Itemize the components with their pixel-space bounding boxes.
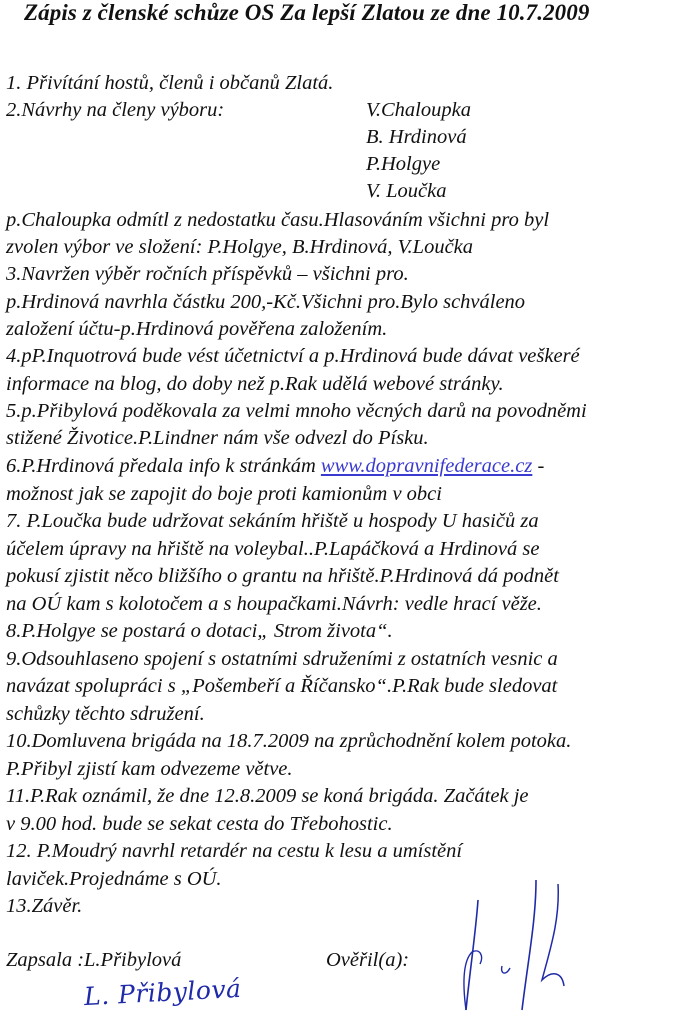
item-5: 5.p.Přibylová poděkovala za velmi mnoho věcných darů na povodněmi bbox=[6, 400, 587, 422]
item-9-line-2: navázat spolupráci s „Pošembeří a Říčansko“.P.Rak bude sledovat bbox=[6, 675, 558, 697]
dopravnifederace-link[interactable]: www.dopravnifederace.cz bbox=[320, 455, 533, 477]
candidate-4: V. Loučka bbox=[366, 180, 447, 202]
item-7-line-2: účelem úpravy na hřiště na voleybal..P.Lapáčková a Hrdinová se bbox=[6, 538, 540, 560]
item-4: 4.pP.Inquotrová bude vést účetnictví a p.Hrdinová bude dávat veškeré bbox=[6, 345, 580, 367]
item-4-line-2: informace na blog, do doby než p.Rak udělá webové stránky. bbox=[6, 373, 504, 395]
item-2-note-1: p.Chaloupka odmítl z nedostatku času.Hlasováním všichni pro byl bbox=[6, 209, 550, 231]
item-7: 7. P.Loučka bude udržovat sekáním hřiště u hospody U hasičů za bbox=[6, 510, 539, 532]
item-2: 2.Návrhy na členy výboru: bbox=[6, 99, 225, 121]
item-9: 9.Odsouhlaseno spojení s ostatními sdruženími z ostatních vesnic a bbox=[6, 648, 558, 670]
recorder-signature: L. Přibylová bbox=[83, 973, 243, 1012]
item-2-note-2: zvolen výbor ve složení: P.Holgye, B.Hrdinová, V.Loučka bbox=[6, 236, 474, 258]
item-7-line-3: pokusí zjistit něco bližšího o grantu na hřiště.P.Hrdinová dá podnět bbox=[6, 565, 559, 587]
item-5-line-2: stižené Životice.P.Lindner nám vše odvezl do Písku. bbox=[6, 427, 429, 449]
item-3-line-2: p.Hrdinová navrhla částku 200,-Kč.Všichni pro.Bylo schváleno bbox=[6, 291, 526, 313]
item-11: 11.P.Rak oznámil, že dne 12.8.2009 se koná brigáda. Začátek je bbox=[6, 785, 529, 807]
candidate-3: P.Holgye bbox=[366, 153, 441, 175]
item-6-dash: - bbox=[532, 455, 545, 477]
item-12-line-2: laviček.Projednáme s OÚ. bbox=[6, 868, 222, 890]
item-6-line-2: možnost jak se zapojit do boje proti kamionům v obci bbox=[6, 483, 442, 505]
item-10: 10.Domluvena brigáda na 18.7.2009 na zprůchodnění kolem potoka. bbox=[6, 730, 572, 752]
item-9-line-3: schůzky těchto sdružení. bbox=[6, 703, 205, 725]
verifier-signature-icon bbox=[440, 860, 590, 1020]
item-10-line-2: P.Přibyl zjistí kam odvezeme větve. bbox=[6, 758, 293, 780]
candidate-2: B. Hrdinová bbox=[366, 126, 467, 148]
recorded-by-label: Zapsala :L.Přibylová bbox=[6, 949, 182, 971]
verified-by-label: Ověřil(a): bbox=[326, 949, 410, 971]
item-3: 3.Navržen výběr ročních příspěvků – všichni pro. bbox=[6, 263, 409, 285]
item-3-line-3: založení účtu-p.Hrdinová pověřena založením. bbox=[6, 318, 388, 340]
item-11-line-2: v 9.00 hod. bude se sekat cesta do Třebohostic. bbox=[6, 813, 393, 835]
item-8: 8.P.Holgye se postará o dotaci„ Strom života“. bbox=[6, 620, 393, 642]
item-6 bbox=[6, 453, 544, 479]
item-1: 1. Přivítání hostů, členů i občanů Zlatá. bbox=[6, 72, 334, 94]
item-12: 12. P.Moudrý navrhl retardér na cestu k lesu a umístění bbox=[6, 840, 463, 862]
item-13: 13.Závěr. bbox=[6, 895, 83, 917]
item-7-line-4: na OÚ kam s kolotočem a s houpačkami.Návrh: vedle hrací věže. bbox=[6, 593, 542, 615]
document-title: Zápis z členské schůze OS Za lepší Zlatou ze dne 10.7.2009 bbox=[24, 0, 590, 25]
candidate-1: V.Chaloupka bbox=[366, 99, 471, 121]
item-6-text: 6.P.Hrdinová předala info k stránkám bbox=[6, 455, 321, 477]
